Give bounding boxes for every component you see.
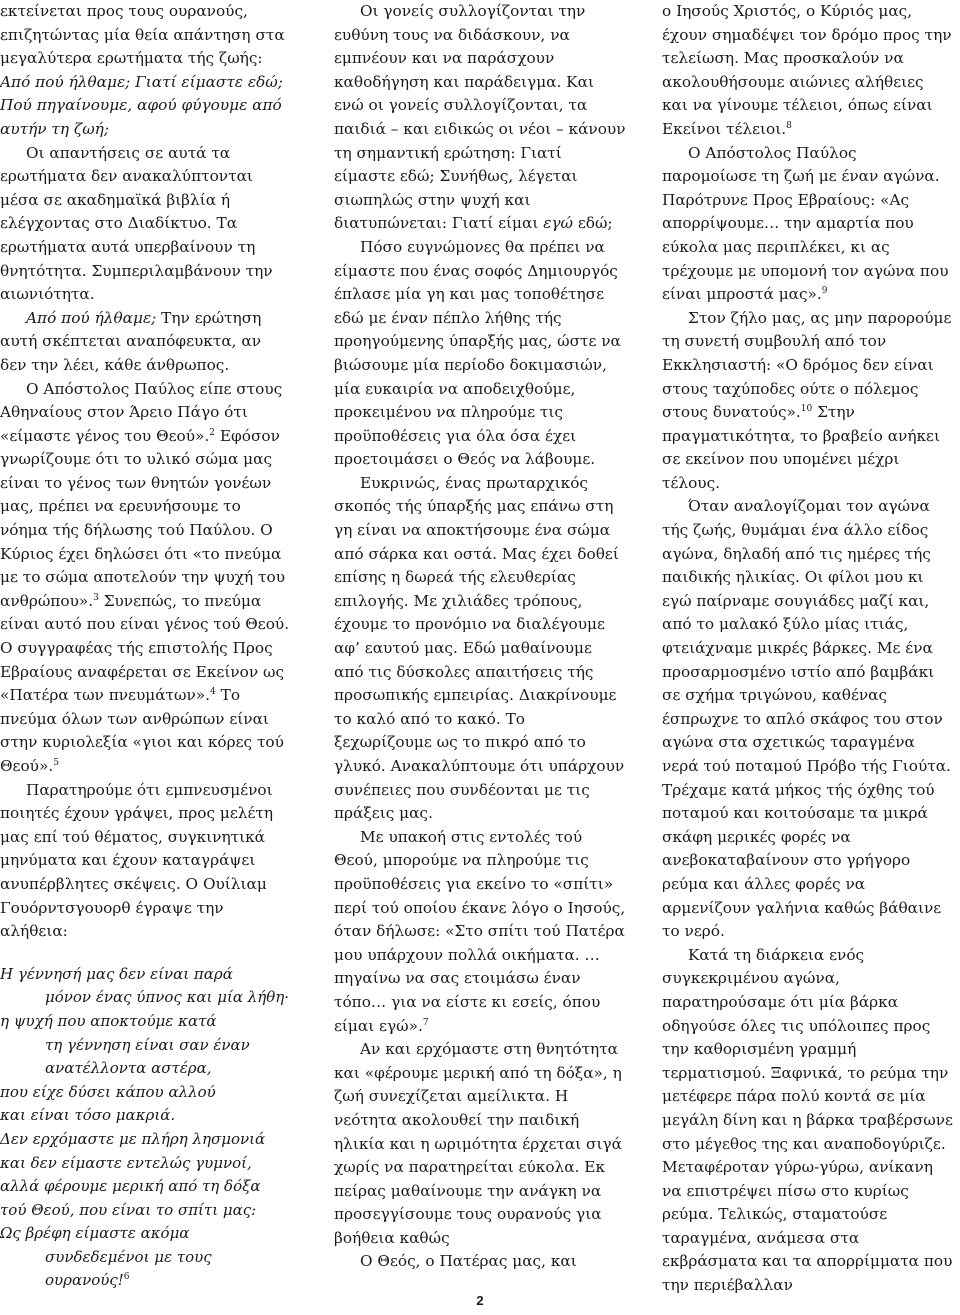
- paragraph: [0, 0, 292, 142]
- poem-line: [0, 1246, 292, 1293]
- poem-line: Η γέννησή μας δεν είναι παρά: [0, 964, 233, 983]
- poem-line: τού Θεού, που είναι το σπίτι μας:: [0, 1200, 257, 1219]
- paragraph-text: Στον ζήλο μας, ας μην παρορούμε τη συνετή συμβουλή από τον Εκκλησιαστή: «Ο δρόμος δεν είναι στους ταχύποδες ούτε ο πόλεμος στους δυνατούς».: [662, 308, 952, 422]
- poem-line: που είχε δύσει κάπου αλλού: [0, 1082, 216, 1101]
- paragraph: [334, 0, 626, 236]
- poem-line: Ως βρέφη είμαστε ακόμα: [0, 1224, 190, 1243]
- paragraph: Πόσο ευγνώμονες θα πρέπει να είμαστε που ένας σοφός Δημιουργός έπλασε μία γη και μας τοποθέτησε εδώ με έναν πέπλο λήθης τής προηγούμενης ύπαρξής μας, ώστε να βιώσουμε μία περίοδο δοκιμασιών, μία ευκαιρία να αποδειχθούμε, προκειμένου να πληρούμε τις προϋποθέσεις για όλα όσα έχει προετοιμάσει ο Θεός να λάβουμε.: [334, 237, 621, 469]
- paragraph-text: ο Ιησούς Χριστός, ο Κύριός μας, έχουν σημαδέψει τον δρόμο προς την τελείωση. Μας προσκαλούν να ακολουθήσουμε αιώνιες αλήθειες και να γίνουμε τέλειοι, όπως είναι Εκείνοι τέλειοι.: [662, 2, 952, 138]
- paragraph: Ευκρινώς, ένας πρωταρχικός σκοπός τής ύπαρξής μας επάνω στη γη είναι να αποκτήσουμε ένα σώμα από σάρκα και οστά. Μας έχει δοθεί επίσης η δωρεά τής ελευθερίας επιλογής. Με χιλιάδες τρόπους, έχουμε το προνόμιο να διαλέγουμε αφ’ εαυτού μας. Εδώ μαθαίνουμε από τις δύσκολες απαιτήσεις τής προσωπικής εμπειρίας. Διακρίνουμε το καλό από το κακό. Το ξεχωρίζουμε ως το πικρό από το γλυκό. Ανακαλύπτουμε ότι υπάρχουν συνέπειες που συνδέονται με τις πράξεις μας.: [334, 473, 625, 823]
- paragraph-text: Εφόσον γνωρίζουμε ότι το υλικό σώμα μας είναι το γένος των θνητών γονέων μας, πρέπει να ερευνήσουμε το νόημα τής δήλωσης τού Παύλου. Ο Κύριος έχει δηλώσει ότι «το πνεύμα με το σώμα αποτελούν την ψυχή του ανθρώπου».: [0, 426, 286, 610]
- paragraph-text: Στην πραγματικότητα, το βραβείο ανήκει σε εκείνον που υπομένει μέχρι τέλους.: [662, 403, 940, 492]
- paragraph-text: Οι γονείς συλλογίζονται την ευθύνη τους να διδάσκουν, να εμπνέουν και να παράσχουν καθοδήγηση και παράδειγμα. Και ενώ οι γονείς συλλογίζονται, τα παιδιά – και ειδικώς οι νέοι – κάνουν τη σημαντική ερώτηση: Γιατί είμαστε εδώ; Συνήθως, λέγεται σιωπηλώς στην ψυχή και διατυπώνεται: Γιατί είμαι: [334, 2, 626, 233]
- column-left: [0, 0, 292, 1293]
- paragraph-text: Ο Απόστολος Παύλος είπε στους Αθηναίους στον Άρειο Πάγο ότι «είμαστε γένος του Θεού».: [0, 379, 283, 445]
- paragraph: [662, 307, 954, 496]
- paragraph: Παρατηρούμε ότι εμπνευσμένοι ποιητές έχουν γράψει, προς μελέτη μας επί τού θέματος, συγκινητικά μηνύματα και έχουν καταγράψει ανυπέρβλητες σκέψεις. Ο Ουίλιαμ Γουόρντσγουορθ έγραψε την αλήθεια:: [0, 780, 274, 941]
- footnote-ref: 9: [821, 286, 828, 297]
- column-right: [662, 0, 954, 1298]
- paragraph: Ο Θεός, ο Πατέρας μας, και: [360, 1252, 577, 1271]
- poem-line: αλλά φέρουμε μερική από τη δόξα: [0, 1177, 261, 1196]
- paragraph-text: εκτείνεται προς τους ουρανούς, επιζητώντας μία θεία απάντηση στα μεγαλύτερα ερωτήματα τής ζωής:: [0, 2, 285, 68]
- italic-question: Από πού ήλθαμε;: [26, 308, 157, 327]
- paragraph-text: Την ερώτηση αυτή σκέπτεται αναπόφευκτα, αν δεν την λέει, κάθε άνθρωπος.: [0, 308, 262, 374]
- paragraph-text: Συνεπώς, το πνεύμα είναι αυτό που είναι γένος τού Θεού. Ο συγγραφέας τής επιστολής Προς Εβραίους αναφέρεται σε Εκείνον ως «Πατέρα των πνευμάτων».: [0, 591, 290, 705]
- paragraph: Οι απαντήσεις σε αυτά τα ερωτήματα δεν ανακαλύπτονται μέσα σε ακαδημαϊκά βιβλία ή ελέγχοντας στο Διαδίκτυο. Τα ερωτήματα αυτά υπερβαίνουν τη θνητότητα. Συμπεριλαμβάνουν την αιωνιότητα.: [0, 143, 273, 304]
- footnote-ref: 7: [422, 1017, 429, 1028]
- poem-line: και δεν είμαστε εντελώς γυμνοί,: [0, 1153, 252, 1172]
- footnote-ref: 8: [786, 120, 792, 131]
- paragraph: [334, 826, 626, 1038]
- footnote-ref: 4: [210, 687, 216, 698]
- italic-word: εγώ: [543, 214, 574, 233]
- paragraph: Αν και ερχόμαστε στη θνητότητα και «φέρουμε μερική από τη δόξα», η ζωή συνεχίζεται αμείλικτα. Η νεότητα ακολουθεί την παιδική ηλικία και η ωριμότητα έρχεται σιγά χωρίς να παρατηρείται εύκολα. Εκ πείρας μαθαίνουμε την ανάγκη να προσεγγίσουμε τους ουρανούς για βοήθεια καθώς: [334, 1040, 622, 1247]
- poem: [0, 963, 292, 1293]
- page-number: 2: [476, 1293, 484, 1308]
- poem-line: μόνον ένας ύπνος και μία λήθη·: [45, 988, 289, 1007]
- italic-questions: Από πού ήλθαμε; Γιατί είμαστε εδώ; Πού πηγαίνουμε, αφού φύγουμε από αυτήν τη ζωή;: [0, 72, 283, 138]
- footnote-ref: 6: [123, 1272, 130, 1283]
- paragraph-text: εδώ;: [573, 214, 613, 233]
- poem-line-text: συνδεδεμένοι με τους ουρανούς!: [45, 1247, 212, 1290]
- footnote-ref: 10: [800, 404, 813, 414]
- poem-line: Δεν ερχόμαστε με πλήρη λησμονιά: [0, 1129, 266, 1148]
- footnote-ref: 2: [209, 427, 216, 438]
- paragraph: Όταν αναλογίζομαι τον αγώνα τής ζωής, θυμάμαι ένα άλλο είδος αγώνα, δηλαδή από τις ημέρες τής παιδικής ηλικίας. Οι φίλοι μου κι εγώ παίρναμε σουγιάδες μαζί και, από το μαλακό ξύλο μίας ιτιάς, φτειάχναμε μικρές βάρκες. Με ένα προσαρμοσμένο ιστίο από βαμβάκι σε σχήμα τριγώνου, καθένας έσπρωχνε το απλό σκάφος του στον αγώνα στα σχετικώς ταραγμένα νερά τού ποταμού Πρόβο τής Γιούτα. Τρέχαμε κατά μήκος τής όχθης τού ποταμού και κοιτούσαμε τα μικρά σκάφη μερικές φορές να ανεβοκαταβαίνουν στο γρήγορο ρεύμα και άλλες φορές να αρμενίζουν γαλήνια καθώς βάθαινε το νερό.: [662, 497, 951, 941]
- paragraph: [662, 0, 954, 142]
- paragraph: [662, 142, 954, 307]
- poem-line: η ψυχή που αποκτούμε κατά: [0, 1011, 217, 1030]
- poem-line: και είναι τόσο μακριά.: [0, 1106, 176, 1125]
- paragraph: Κατά τη διάρκεια ενός συγκεκριμένου αγώνα, παρατηρούσαμε ότι μία βάρκα οδηγούσε όλες τις υπόλοιπες προς την καθορισμένη γραμμή τερματισμού. Ξαφνικά, το ρεύμα την μετέφερε πάρα πολύ κοντά σε μία μεγάλη δίνη και η βάρκα τραβέρσωνε στο μέγεθος της και αναποδογύριζε. Μεταφέροταν γύρω-γύρω, ανίκανη να επιστρέψει πίσω στο κυρίως ρεύμα. Τελικώς, σταματούσε ταραγμένα, ανάμεσα στα εκβράσματα και τα απορρίμματα που την περιέβαλλαν: [662, 945, 953, 1295]
- paragraph-text: Με υπακοή στις εντολές τού Θεού, μπορούμε να πληρούμε τις προϋποθέσεις για εκείνο το «σπίτι» περί τού οποίου έκανε λόγο ο Ιησούς, όταν δήλωσε: «Στο σπίτι τού Πατέρα μου υπάρχουν πολλά οικήματα. … πηγαίνω να σας ετοιμάσω έναν τόπο… για να είστε κι εσείς, όπου είμαι εγώ».: [334, 827, 626, 1035]
- footnote-ref: 5: [53, 757, 59, 768]
- paragraph: [0, 307, 292, 378]
- poem-line: τη γέννηση είναι σαν έναν: [45, 1035, 250, 1054]
- paragraph-text: Ο Απόστολος Παύλος παρομοίωσε τη ζωή με έναν αγώνα. Παρότρυνε Προς Εβραίους: «Ας απορρίψουμε… την αμαρτία που εύκολα μας περιπλέκει, κι ας τρέχουμε με υπομονή τον αγώνα που είναι μπροστά μας».: [662, 143, 949, 304]
- footnote-ref: 3: [93, 592, 99, 603]
- column-middle: [334, 0, 626, 1274]
- paragraph-text: Το πνεύμα όλων των ανθρώπων είναι στην κυριολεξία «γιοι και κόρες τού Θεού».: [0, 686, 284, 775]
- paragraph: [0, 378, 292, 779]
- poem-line: ανατέλλοντα αστέρα,: [45, 1059, 212, 1078]
